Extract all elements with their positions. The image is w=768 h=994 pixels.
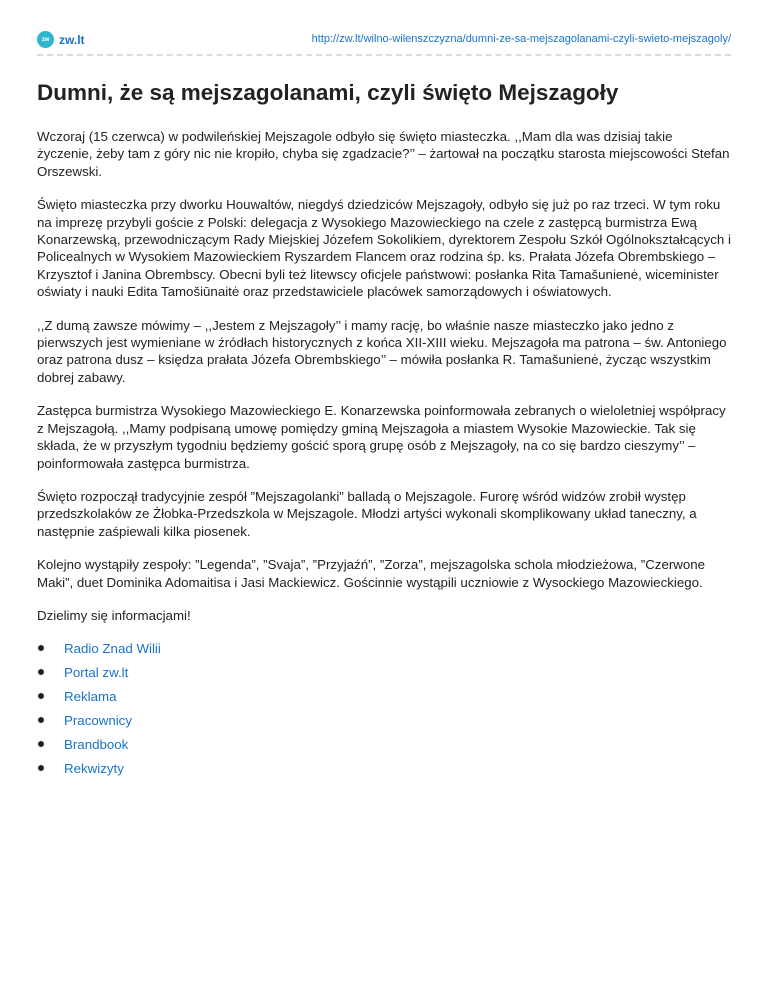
bullet-icon: [38, 645, 44, 651]
link-rekwizyty[interactable]: Rekwizyty: [64, 761, 124, 777]
link-radio-znad-wilii[interactable]: Radio Znad Wilii: [64, 641, 161, 657]
bullet-icon: [38, 765, 44, 771]
header: [37, 0, 731, 60]
page-url-link[interactable]: http://zw.lt/wilno-wilenszczyzna/dumni-ze-sa-mejszagolanami-czyli-swieto-mejszagoly/: [311, 33, 731, 45]
list-item: [37, 640, 731, 664]
bullet-icon: [38, 717, 44, 723]
link-brandbook[interactable]: Brandbook: [64, 737, 129, 753]
list-item: [37, 760, 731, 784]
article-paragraph: Dzielimy się informacjami!: [37, 607, 191, 623]
link-portal-zw[interactable]: Portal zw.lt: [64, 665, 129, 681]
bullet-icon: [38, 693, 44, 699]
header-divider: [37, 54, 731, 56]
article-title: Dumni, że są mejszagolanami, czyli święto Mejszagoły: [37, 80, 619, 105]
article-paragraph: Wczoraj (15 czerwca) w podwileńskiej Mejszagole odbyło się święto miasteczka. ,,Mam dla was dzisiaj takie życzenie, żeby tam z góry nic nie kropiło, chyba się zgadzacie?’’ – żartował na początku starosta miejscowości Stefan Orszewski.: [37, 129, 730, 179]
page: [37, 0, 731, 784]
article-paragraph: Zastępca burmistrza Wysokiego Mazowieckiego E. Konarzewska poinformowała zebranych o wieloletniej współpracy z Mejszagołą. ,,Mamy podpisaną umowę pomiędzy gminą Mejszagoła a miastem Wysokie Mazowieckie. Tak się składa, że w przyszłym tygodniu będziemy gościć sporą grupę osób z Mejszagoły, na co się bardzo cieszymy’’ – poinformowała zastępca burmistrza.: [37, 403, 726, 471]
list-item: [37, 712, 731, 736]
site-name-link[interactable]: zw.lt: [59, 32, 85, 47]
bullet-icon: [38, 741, 44, 747]
zw-logo-icon: zw: [37, 31, 54, 48]
link-pracownicy[interactable]: Pracownicy: [64, 713, 132, 729]
bullet-icon: [38, 669, 44, 675]
article-paragraph: ,,Z dumą zawsze mówimy – ,,Jestem z Mejszagoły’’ i mamy rację, bo właśnie nasze miasteczko jako jedno z pierwszych jest wymieniane w źródłach historycznych z końca XII-XIII wieku. Mejszagoła ma patrona – św. Antoniego oraz patrona dusz – księdza prałata Józefa Obrembskiego’’ – mówiła posłanka R. Tamašunienė, życząc wszystkim dobrej zabawy.: [37, 317, 727, 385]
site-brand[interactable]: [37, 31, 85, 48]
list-item: [37, 664, 731, 688]
article-paragraph: Święto rozpoczął tradycyjnie zespół ”Mejszagolanki” balladą o Mejszagole. Furorę wśród widzów zrobił występ przedszkolaków ze Żłobka-Przedszkola w Mejszagole. Młodzi artyści wykonali skomplikowany układ taneczny, a następnie zaśpiewali kilka piosenek.: [37, 488, 697, 539]
article-body: [37, 128, 731, 624]
article-paragraph: Święto miasteczka przy dworku Houwaltów, niegdyś dziedziców Mejszagoły, odbyło się już po raz trzeci. W tym roku na imprezę przybyli goście z Polski: delegacja z Wysokiego Mazowieckiego na czele z zastępcą burmistrza Ewą Konarzewską, przewodniczącym Rady Miejskiej Józefem Sokolikiem, dyrektorem Zespołu Szkół Ogólnokształcących i Policealnych w Wysokiem Mazowieckiem Ryszardem Flancem oraz rodzina śp. ks. Prałata Józefa Obrembskiego – Krzysztof i Janina Obrembscy. Obecni byli też litewscy oficjele państwowi: posłanka Rita Tamašunienė, wiceminister oświaty i nauki Edita Tamošiūnaitė oraz przedstawiciele placówek samorządowych i oświatowych.: [37, 197, 731, 300]
footer-links-list: [37, 640, 731, 784]
list-item: [37, 688, 731, 712]
list-item: [37, 736, 731, 760]
article-paragraph: Kolejno wystąpiły zespoły: ”Legenda”, ”Svaja”, ”Przyjaźń”, ”Zorza”, mejszagolska schola młodzieżowa, ”Czerwone Maki”, duet Dominika Adomaitisa i Jasi Mackiewicz. Gościnnie wystąpili uczniowie z Wysockiego Mazowieckiego.: [37, 557, 706, 590]
link-reklama[interactable]: Reklama: [64, 689, 117, 705]
